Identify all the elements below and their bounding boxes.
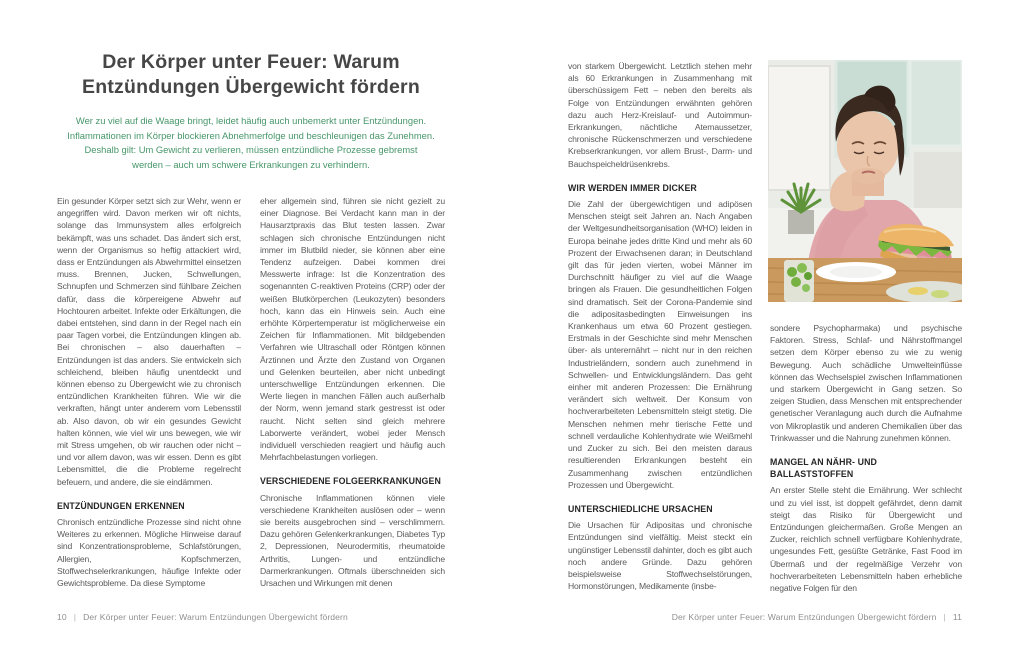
footer-separator: | bbox=[73, 612, 77, 622]
body-paragraph: eher allgemein sind, führen sie nicht gezielt zu einer Diagnose. Bei Verdacht kann man in der Hausarztpraxis das Blut testen lassen. Zwar schlagen sich chronische Entzündungen nicht immer im Blutbild nieder, sie können aber eine Tendenz aufzeigen. Dabei kommen drei Messwerte infrage: Ist die Konzentration des sogenannten C-reaktiven Proteins (CRP) oder der weißen Blutkörperchen (Leukozyten) besonders hoch, kann das ein Hinweis sein. Auch eine erhöhte Körpertemperatur ist möglicherweise ein Zeichen für Inflammationen. Mit bildgebenden Verfahren wie Ultraschall oder Röntgen können Ärztinnen und Ärzte den Zustand von Organen und Gelenken beurteilen, aber nicht unbedingt unterschwellige Entzündungen erkennen. Die Werte liegen in manchen Fällen auch außerhalb der Norm, wenn jemand stark gestresst ist oder raucht. Nicht selten sind gleich mehrere Laborwerte verändert, wobei jeder Mensch individuell verschieden reagiert und häufig auch Mehrfachbelastungen vorliegen. bbox=[260, 196, 445, 463]
running-title: Der Körper unter Feuer: Warum Entzündungen Übergewicht fördern bbox=[671, 612, 937, 622]
left-page-column-1 bbox=[57, 195, 241, 607]
photo-woman-with-sandwich bbox=[768, 60, 962, 302]
page-number-right: 11 bbox=[952, 612, 962, 622]
section-heading-wir-werden-immer-dicker: WIR WERDEN IMMER DICKER bbox=[568, 182, 697, 193]
body-paragraph: Ein gesunder Körper setzt sich zur Wehr, wenn er angegriffen wird. Davon merken wir oft nichts, solange das Immunsystem alles erfolgreich bekämpft, was uns schadet. Das ändert sich erst, wenn der Organismus so heftig attackiert wird, dass er Entzündungen als Abwehrmittel einsetzen muss. Brennen, Jucken, Schwellungen, Schnupfen und Schmerzen sind fühlbare Zeichen dafür, dass die körpereigene Abwehr auf Hochtouren arbeitet. Infekte oder Erkältungen, die dabei entstehen, sind dann in der Regel nach ein paar Tagen vorbei, die Entzündungen klingen ab. Bei chronischen – also dauerhaften – Entzündungen ist das anders. Sie entwickeln sich schleichend, bleiben häufig unentdeckt und können ebenso zu Übergewicht wie zu chronisch entzündlichen Krankheiten führen. Wie wir die verkraften, hängt unter anderem vom Lebensstil ab. Also davon, ob wir ein gesundes Gewicht halten können, wie viel wir uns bewegen, wie wir mit Stress umgehen, ob wir rauchen oder nicht – und vor allem davon, was wir essen. Denn es gibt Lebensmittel, die die Probleme regelrecht befeuern, und andere, die sie eindämmen. bbox=[57, 196, 241, 487]
footer-left bbox=[57, 612, 348, 622]
section-heading-unterschiedliche-ursachen: UNTERSCHIEDLICHE URSACHEN bbox=[568, 503, 713, 514]
article-title bbox=[57, 50, 445, 100]
section-heading-entzuendungen-erkennen: ENTZÜNDUNGEN ERKENNEN bbox=[57, 500, 185, 511]
section-heading-mangel-an-naehrstoffen: MANGEL AN NÄHR- UND BALLASTSTOFFEN bbox=[770, 457, 877, 480]
kitchen-photo-illustration bbox=[768, 60, 962, 302]
left-page-column-2 bbox=[260, 195, 445, 607]
body-paragraph: Chronische Inflammationen können viele verschiedene Krankheiten auslösen oder – wenn sie bereits ausgebrochen sind – verschlimmern. Dazu gehören Gelenkerkrankungen, Diabetes Typ 2, Depressionen, Neurodermitis, rheumatoide Arthritis, Lungen- und entzündliche Darmerkrankungen. Oftmals überschneiden sich Ursachen und Wirkungen mit denen bbox=[260, 492, 445, 589]
running-title: Der Körper unter Feuer: Warum Entzündungen Übergewicht fördern bbox=[83, 612, 348, 622]
section-heading-folgeerkrankungen: VERSCHIEDENE FOLGEERKRANKUNGEN bbox=[260, 476, 441, 487]
body-paragraph: Die Ursachen für Adipositas und chronische Entzündungen sind vielfältig. Meist steckt ein ungünstiger Lebensstil dahinter, doch es gibt auch noch andere Gründe. Dazu gehören beispielsweise Stoffwechselstörungen, Hormonstörungen, Medikamente (insbe- bbox=[568, 520, 752, 592]
body-paragraph: An erster Stelle steht die Ernährung. Wer schlecht und zu viel isst, ist doppelt gefährdet, denn damit steigt das Risiko für Übergewicht und Entzündungen gleichermaßen. Große Mengen an Zucker, reichlich schnell verfügbare Kohlenhydrate, ungesundes Fett, gesüßte Getränke, Fast Food im Übermaß und der regelmäßige Verzehr von hochverarbeiteten Lebensmitteln haben erhebliche negative Folgen für den bbox=[770, 485, 962, 594]
body-paragraph: Chronisch entzündliche Prozesse sind nicht ohne Weiteres zu erkennen. Mögliche Hinweise darauf sind Konzentrationsprobleme, Schlafstörungen, Allergien, Kopfschmerzen, Stoffwechselerkrankungen, häufige Infekte oder Gewichtsprobleme. Da diese Symptome bbox=[57, 517, 241, 589]
intro-line: Deshalb gilt: Um Gewicht zu verlieren, müssen entzündliche Prozesse gebremst bbox=[84, 144, 418, 156]
intro-line: Inflammationen im Körper blockieren Abnehmerfolge und beschleunigen das Zunehmen. bbox=[67, 129, 435, 141]
article-title-line2: Entzündungen Übergewicht fördern bbox=[82, 76, 420, 98]
chin bbox=[851, 168, 885, 184]
article-intro bbox=[47, 114, 455, 172]
right-page-column-2 bbox=[770, 322, 962, 610]
footer-separator: | bbox=[943, 612, 946, 622]
plate-center bbox=[830, 266, 882, 278]
right-page-column-1 bbox=[568, 60, 752, 607]
footer-right bbox=[672, 612, 962, 622]
body-paragraph: sondere Psychopharmaka) und psychische Faktoren. Stress, Schlaf- und Nährstoffmangel setzen dem Körper ebenso zu wie zu wenig Bewegung. Auch schädliche Umwelteinflüsse können das Wechselspiel zwischen Inflammationen und starkem Übergewicht in Gang setzen. So zeigen Studien, dass Menschen mit entsprechender genetischer Veranlagung auch durch die Aufnahme von Mikroplastik und anderen Chemikalien über das Trinkwasser und die Nahrung zunehmen können. bbox=[770, 323, 962, 443]
body-paragraph: von starkem Übergewicht. Letztlich stehen mehr als 60 Erkrankungen in Zusammenhang mit überschüssigem Fett – neben den bereits als Folge von Entzündungen erwähnten gehören dazu auch Herz-Kreislauf- und Autoimmun-Erkrankungen, nächtliche Atemaussetzer, chronische Rückenschmerzen und verschiedene Krebserkrankungen, vor allem Brust-, Darm- und Bauchspeicheldrüsenkrebs. bbox=[568, 61, 752, 169]
intro-line: werden – auch um schwere Erkrankungen zu verhindern. bbox=[132, 158, 370, 170]
body-paragraph: Die Zahl der übergewichtigen und adipösen Menschen steigt seit Jahren an. Nach Angaben der Weltgesundheitsorganisation (WHO) leiden in Europa beinahe jedes dritte Kind und mehr als 60 Prozent der Erwachsenen daran; in Deutschland gilt das für jeden vierten, wobei Männer im Durchschnitt häufiger zu viel auf die Waage bringen als Frauen. Die gesundheitlichen Folgen sind dramatisch. Seit der Corona-Pandemie sind die adipositasbedingten Einweisungen ins Krankenhaus um etwa 60 Prozent gestiegen. Erstmals in der Geschichte sind mehr Menschen über- als unterernährt – nicht nur in den reichen Industrieländern, sondern auch zunehmend in Schwellen- und Entwicklungsländern. Das geht einher mit anderen Prozessen: Die Ernährung verändert sich weltweit. Der Konsum von hochverarbeiteten Lebensmitteln steigt stetig. Die Menschen nehmen mehr tierische Fette und schnell verdauliche Kohlenhydrate wie Weißmehl und Zucker zu sich. Bei den meisten daraus resultierenden Erkrankungen besteht ein Zusammenhang zwischen entzündlichen Prozessen und Übergewicht. bbox=[568, 199, 752, 490]
white-cabinet bbox=[768, 66, 830, 190]
salad-glass bbox=[784, 260, 814, 302]
article-title-line1: Der Körper unter Feuer: Warum bbox=[102, 51, 400, 73]
intro-line: Wer zu viel auf die Waage bringt, leidet häufig auch unbemerkt unter Entzündungen. bbox=[75, 115, 427, 126]
glass-cabinet-right bbox=[910, 60, 962, 146]
page-number-left: 10 bbox=[57, 612, 67, 622]
